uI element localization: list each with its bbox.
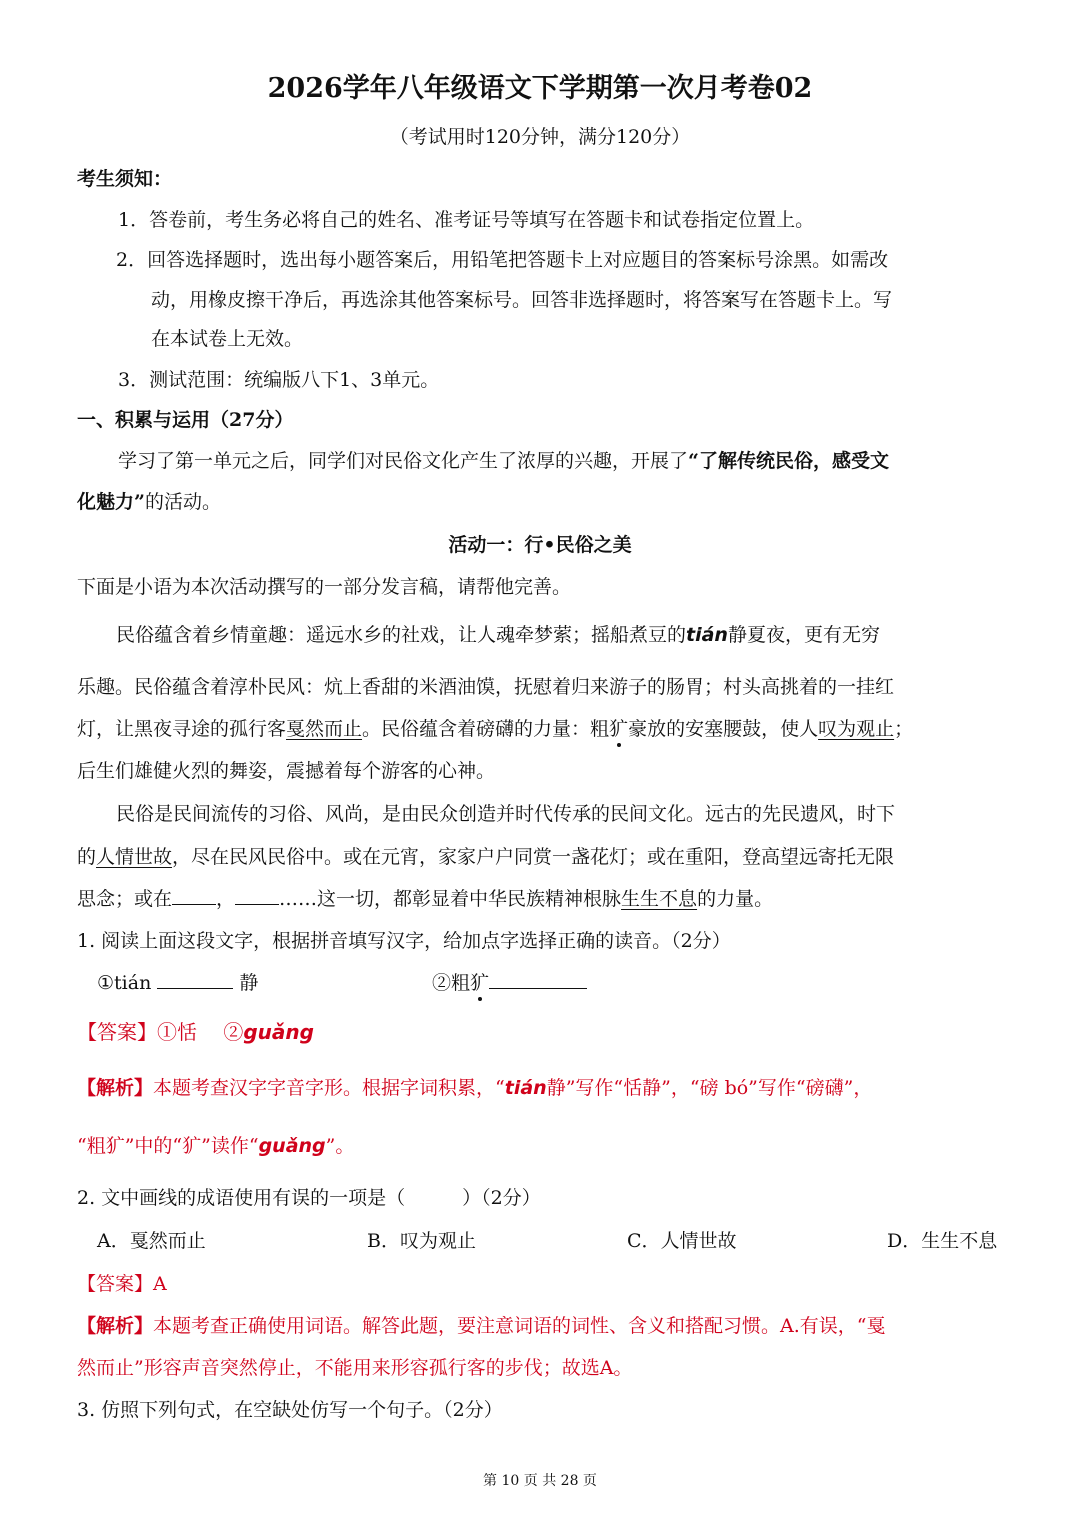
analysis-label: 【解析】	[77, 1315, 154, 1337]
notice-item-1: 1．答卷前，考生务必将自己的姓名、准考证号等填写在答题卡和试卷指定位置上。	[118, 209, 815, 231]
question-1-option-1	[97, 968, 258, 995]
passage-text: 豪放的安塞腰鼓，使人	[628, 718, 819, 740]
page-title: 2026学年八年级语文下学期第一次月考卷02	[267, 73, 813, 104]
passage-text: ，	[216, 888, 236, 910]
passage-text: 。民俗蕴含着磅礴的力量：粗	[362, 718, 610, 740]
question-1-analysis-line-1	[77, 1073, 872, 1100]
analysis-text: ”。	[325, 1135, 355, 1157]
analysis-text: 静”写作“恬静”，“磅 bó”写作“磅礴”，	[546, 1077, 873, 1099]
passage-p1-line-2: 乐趣。民俗蕴含着淳朴民风：炕上香甜的米酒油馍，抚慰着归来游子的肠胃；村头高挑着的一挂红	[77, 676, 895, 698]
activity-title: 活动一：行•民俗之美	[448, 534, 632, 556]
question-2-option-a[interactable]: A．戛然而止	[97, 1230, 206, 1252]
question-3-stem: 3. 仿照下列句式，在空缺处仿写一个句子。（2分）	[77, 1399, 503, 1421]
dotted-char: 犷	[609, 714, 628, 741]
underlined-idiom-d: 生生不息	[621, 888, 698, 910]
notice-item-2-line-3: 在本试卷上无效。	[151, 328, 304, 350]
passage-p1-line-3	[77, 714, 913, 741]
answer-blank[interactable]	[489, 968, 587, 989]
intro-text-end: 的活动。	[144, 491, 221, 513]
passage-p1-line-4: 后生们雄健火烈的舞姿，震撼着每个游客的心神。	[77, 760, 496, 782]
option-text: ②粗	[432, 972, 471, 994]
answer-blank[interactable]	[157, 968, 233, 989]
analysis-label: 【解析】	[77, 1077, 154, 1099]
passage-p2-line-2	[77, 842, 894, 869]
activity-theme: “了解传统民俗，感受文	[688, 450, 889, 472]
notice-item-2-line-1: 2．回答选择题时，选出每小题答案后，用铅笔把答题卡上对应题目的答案标号涂黑。如需改	[116, 249, 889, 271]
notice-heading: 考生须知：	[77, 168, 173, 190]
question-2-answer	[77, 1269, 167, 1296]
passage-p1-line-1	[116, 620, 880, 647]
answer-label: 【答案】	[77, 1273, 154, 1295]
question-2-option-c[interactable]: C．人情世故	[627, 1230, 737, 1252]
answer-text: A	[153, 1273, 167, 1295]
passage-text: ，尽在民风民俗中。或在元宵，家家户户同赏一盏花灯；或在重阳，登高望远寄托无限	[172, 846, 895, 868]
section-intro-line-1	[118, 446, 889, 473]
section-heading: 一、积累与运用（27分）	[77, 409, 294, 431]
dotted-char: 犷	[470, 968, 489, 995]
answer-pinyin: guǎng	[243, 1020, 314, 1044]
notice-item-3: 3．测试范围：统编版八下1、3单元。	[118, 369, 440, 391]
analysis-text: 本题考查汉字字音字形。根据字词积累，“	[153, 1077, 505, 1099]
option-text: ①tián	[97, 972, 152, 994]
notice-item-2-line-2: 动，用橡皮擦干净后，再选涂其他答案标号。回答非选择题时，将答案写在答题卡上。写	[151, 289, 893, 311]
answer-label: 【答案】	[77, 1020, 157, 1044]
passage-text: 静夏夜，更有无穷	[727, 624, 880, 646]
intro-text: 学习了第一单元之后，同学们对民俗文化产生了浓厚的兴趣，开展了	[118, 450, 689, 472]
activity-prompt: 下面是小语为本次活动撰写的一部分发言稿，请帮他完善。	[77, 576, 572, 598]
question-1-analysis-line-2	[77, 1131, 354, 1158]
passage-text: ；	[894, 718, 914, 740]
passage-p2-line-3	[77, 884, 773, 911]
passage-p2-line-1: 民俗是民间流传的习俗、风尚，是由民众创造并时代传承的民间文化。远古的先民遗风，时下	[116, 803, 896, 825]
fill-blank[interactable]	[172, 884, 216, 905]
page-subtitle: （考试用时120分钟，满分120分）	[389, 126, 691, 148]
underlined-idiom-a: 戛然而止	[286, 718, 363, 740]
analysis-pinyin: tián	[504, 1077, 547, 1099]
passage-text: 的力量。	[697, 888, 774, 910]
question-2-analysis-line-2: 然而止”形容声音突然停止，不能用来形容孤行客的步伐；故选A。	[77, 1357, 633, 1379]
question-1-answer	[77, 1016, 314, 1045]
analysis-text: “粗犷”中的“犷”读作“	[77, 1135, 259, 1157]
analysis-pinyin: guǎng	[258, 1135, 326, 1157]
question-1-stem: 1. 阅读上面这段文字，根据拼音填写汉字，给加点字选择正确的读音。（2分）	[77, 930, 731, 952]
question-2-stem: 2. 文中画线的成语使用有误的一项是（ ）（2分）	[77, 1187, 541, 1209]
passage-text: 思念；或在	[77, 888, 173, 910]
question-2-analysis-line-1	[77, 1311, 886, 1338]
passage-text: 民俗蕴含着乡情童趣：遥远水乡的社戏，让人魂牵梦萦；摇船煮豆的	[116, 624, 687, 646]
activity-theme-end: 化魅力”	[77, 491, 145, 513]
section-intro-line-2	[77, 487, 221, 514]
underlined-idiom-c: 人情世故	[96, 846, 173, 868]
fill-blank[interactable]	[235, 884, 279, 905]
page-footer: 第 10 页 共 28 页	[483, 1473, 597, 1489]
passage-text: 灯，让黑夜寻途的孤行客	[77, 718, 287, 740]
underlined-idiom-b: 叹为观止	[818, 718, 895, 740]
question-1-option-2	[432, 968, 587, 995]
answer-text: ①恬 ②	[157, 1020, 244, 1044]
question-2-option-d[interactable]: D．生生不息	[887, 1230, 998, 1252]
passage-text: 的	[77, 846, 97, 868]
pinyin: tián	[686, 624, 728, 646]
analysis-text: 本题考查正确使用词语。解答此题，要注意词语的词性、含义和搭配习惯。A.有误，“戛	[153, 1315, 886, 1337]
question-2-option-b[interactable]: B．叹为观止	[367, 1230, 476, 1252]
option-text: 静	[239, 972, 259, 994]
passage-text: ……这一切，都彰显着中华民族精神根脉	[279, 888, 622, 910]
